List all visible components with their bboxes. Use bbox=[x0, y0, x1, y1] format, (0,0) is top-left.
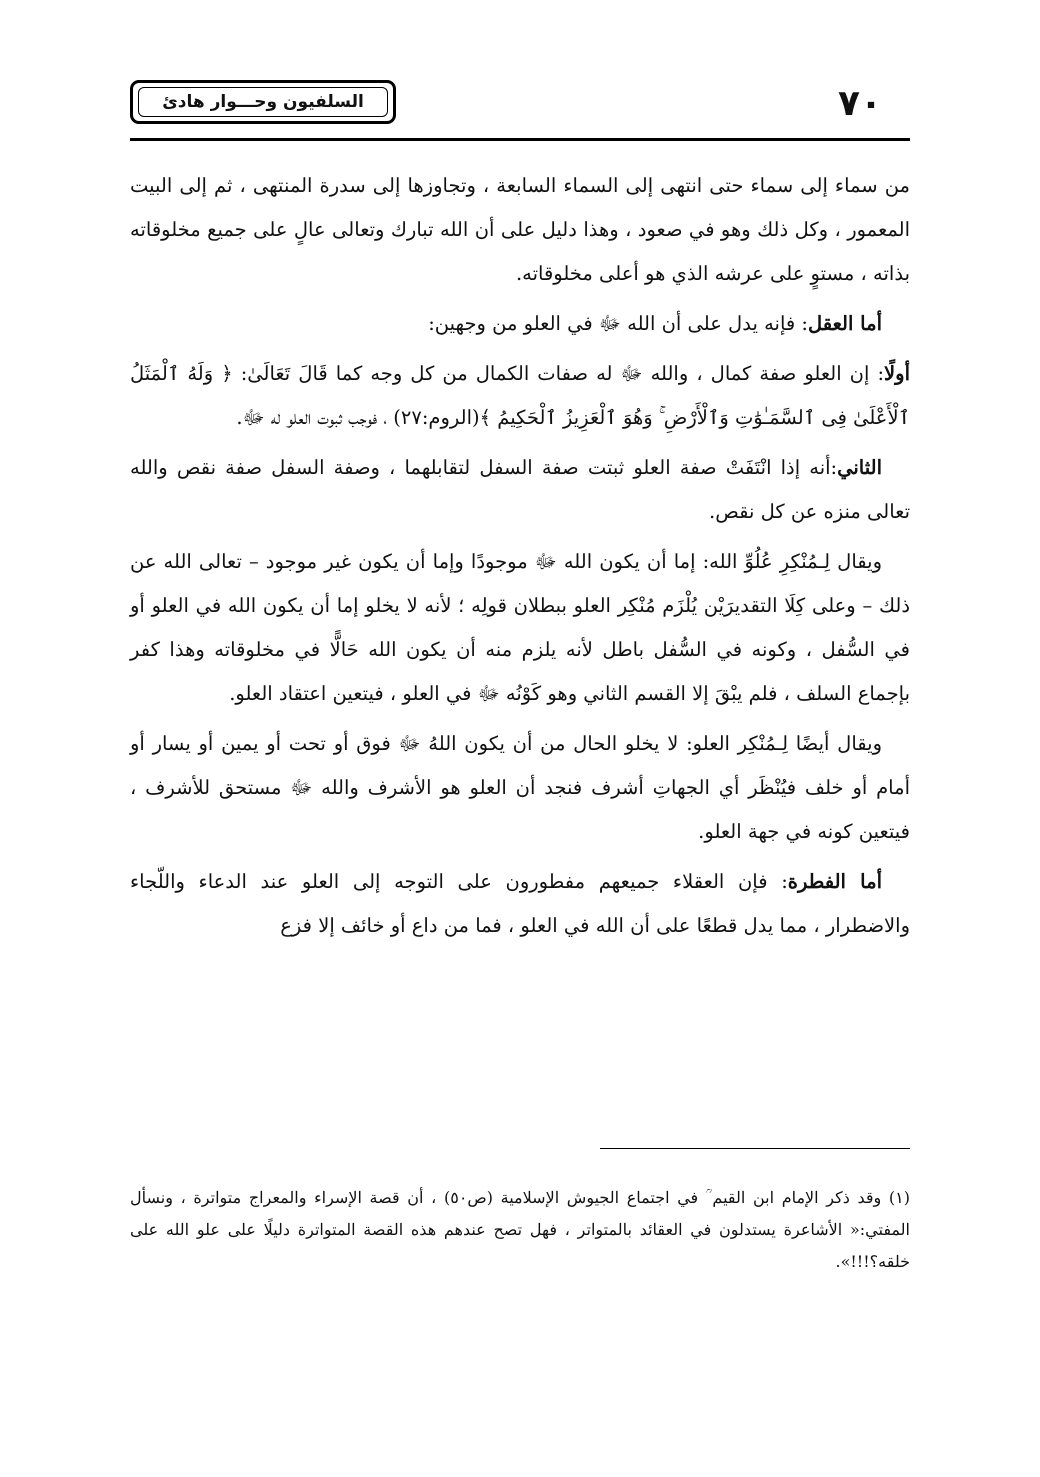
paragraph-5: ويقال لِـمُنْكِرِ عُلُوِّ الله: إما أن يكون الله ﷻ موجودًا وإما أن يكون غير موجود – تعالى الله عن ذلك – وعلى كِلَا التقديرَيْن يُلْزَم مُنْكِر العلو ببطلان قولِه ؛ لأنه لا يخلو إما أن يكون الله في العلو أو في السُّفل ، وكونه في السُّفل باطل لأنه يلزم منه أن يكون الله حَالًّا في مخلوقاته وهذا كفر بإجماع السلف ، فلم يبْقَ إلا القسم الثاني وهو كَوْنُه ﷻ في العلو ، فيتعين اعتقاد العلو. bbox=[130, 550, 910, 705]
page-number: ٧٠ bbox=[838, 82, 882, 124]
running-header-frame bbox=[130, 80, 396, 124]
body-text bbox=[130, 164, 910, 954]
paragraph-1: من سماء إلى سماء حتى انتهى إلى السماء السابعة ، وتجاوزها إلى سدرة المنتهى ، ثم إلى البيت المعمور ، وكل ذلك وهو في صعود ، وهذا دليل على أن الله تبارك وتعالى عالٍ على جميع مخلوقاته بذاته ، مستوٍ على عرشه الذي هو أعلى مخلوقاته. bbox=[130, 174, 910, 285]
paragraph-2 bbox=[130, 302, 910, 346]
header-rule bbox=[130, 138, 910, 141]
paragraph-3 bbox=[130, 352, 910, 440]
footnote-1: (١) وقد ذكر الإمام ابن القيم ؒ في اجتماع الجيوش الإسلامية (ص٥٠) ، أن قصة الإسراء والمعراج متواترة ، ونسأل المفتي:« الأشاعرة يستدلون في العقائد بالمتواتر ، فهل تصح عندهم هذه القصة المتواترة دليلًا على علو الله على خلقه؟!!!». bbox=[130, 1188, 911, 1271]
paragraph-4 bbox=[130, 446, 910, 534]
paragraph-2-text: : فإنه يدل على أن الله ﷻ في العلو من وجهين: bbox=[428, 312, 808, 335]
paragraph-7-lead: أما الفطرة bbox=[787, 870, 882, 893]
paragraph-4-text: :أنه إذا انْتَفَتْ صفة العلو ثبتت صفة السفل لتقابلهما ، وصفة السفل صفة نقص والله تعالى منزه عن كل نقص. bbox=[130, 456, 910, 523]
paragraph-7 bbox=[130, 860, 910, 948]
footnotes bbox=[130, 1182, 910, 1278]
paragraph-7-text: : فإن العقلاء جميعهم مفطورون على التوجه إلى العلو عند الدعاء واللّجاء والاضطرار ، مما يدل قطعًا على أن الله في العلو ، فما من داع أو خائف إلا فزع bbox=[130, 870, 910, 937]
footnote-rule bbox=[600, 1148, 910, 1149]
paragraph-4-lead: الثاني bbox=[837, 456, 882, 479]
paragraph-3-lead: أولًا bbox=[884, 362, 910, 385]
paragraph-6: ويقال أيضًا لِـمُنْكِر العلو: لا يخلو الحال من أن يكون اللهُ ﷻ فوق أو تحت أو يمين أو يسار أو أمام أو خلف فيُنْظَر أي الجهاتِ أشرف فنجد أن العلو هو الأشرف والله ﷻ مستحق للأشرف ، فيتعين كونه في جهة العلو. bbox=[130, 732, 910, 843]
paragraph-3-text: : إن العلو صفة كمال ، والله ﷻ له صفات الكمال من كل وجه كما قَالَ تَعَالَىٰ: ﴿ وَلَهُ ٱلْمَثَلُ ٱلْأَعْلَىٰ فِى ٱلسَّمَـٰوَٰتِ وَٱلْأَرْضِ ۚ وَهُوَ ٱلْعَزِيزُ ٱلْحَكِيمُ ﴾(الروم:٢٧) ، فوجب ثبوت العلو له ﷻ. bbox=[130, 362, 910, 429]
paragraph-2-lead: أما العقل bbox=[808, 312, 882, 335]
running-header-title: السلفيون وحـــوار هادئ bbox=[162, 92, 364, 112]
